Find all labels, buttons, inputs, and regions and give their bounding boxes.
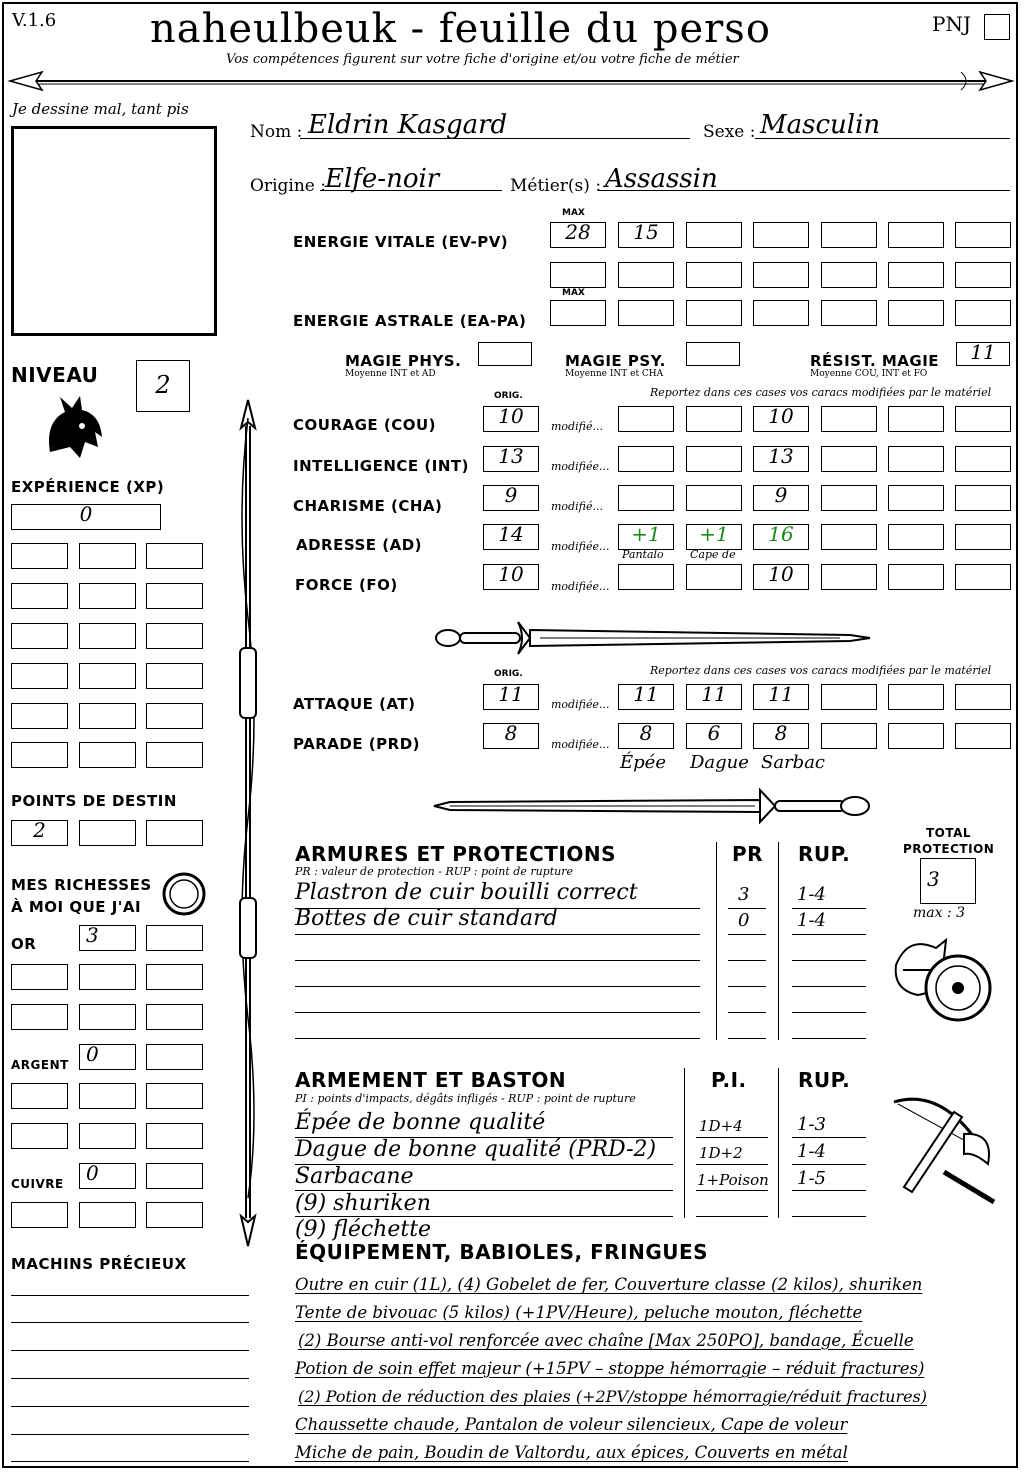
carac-mod-box[interactable]: [955, 485, 1011, 511]
combat-mod-box[interactable]: 8: [753, 723, 809, 749]
or-box[interactable]: [146, 964, 203, 990]
carac-mod-box[interactable]: 10: [753, 564, 809, 590]
equipement-line[interactable]: Outre en cuir (1L), (4) Gobelet de fer, Couverture classe (2 kilos), shuriken: [295, 1275, 923, 1294]
ev-box[interactable]: [686, 222, 742, 248]
carac-orig-box[interactable]: 10: [483, 564, 539, 590]
carac-mod-box[interactable]: [618, 485, 674, 511]
arme-pi[interactable]: 1D+4: [699, 1117, 743, 1135]
resist-magie-box[interactable]: 11: [956, 342, 1010, 366]
carac-orig-box[interactable]: 14: [483, 524, 539, 550]
rup-header: RUP.: [798, 842, 851, 866]
carac-mod-box[interactable]: [955, 406, 1011, 432]
rup-header: RUP.: [798, 1068, 851, 1092]
nom-value[interactable]: Eldrin Kasgard: [308, 110, 508, 140]
modifie-label: modifié...: [551, 420, 603, 433]
carac-mod-box[interactable]: [686, 564, 742, 590]
xp-grid-box[interactable]: [146, 703, 203, 729]
helmet-shield-icon: [888, 930, 998, 1030]
arme-name[interactable]: (9) fléchette: [295, 1217, 432, 1242]
carac-orig-box[interactable]: 13: [483, 446, 539, 472]
carac-mod-box[interactable]: [955, 524, 1011, 550]
carac-label: CHARISME (CHA): [293, 497, 443, 515]
subtitle: Vos compétences figurent sur votre fiche d'origine et/ou votre fiche de métier: [226, 52, 739, 67]
or-box[interactable]: [146, 925, 203, 951]
xp-grid-box[interactable]: [79, 663, 136, 689]
ev-box[interactable]: [753, 262, 809, 288]
combat-mod-box[interactable]: [821, 684, 877, 710]
magie-psy-box[interactable]: [686, 342, 740, 366]
carac-mod-box[interactable]: [821, 446, 877, 472]
arme-rup[interactable]: 1-3: [797, 1114, 826, 1135]
or-box[interactable]: [11, 964, 68, 990]
destin-box[interactable]: [79, 820, 136, 846]
richesses-label: MES RICHESSES: [11, 876, 152, 894]
cuivre-box[interactable]: [79, 1202, 136, 1228]
carac-mod-box[interactable]: [888, 524, 944, 550]
carac-label: INTELLIGENCE (INT): [293, 457, 469, 475]
sword-icon: [430, 618, 875, 658]
carac-mod-box[interactable]: +1: [618, 524, 674, 550]
ev-label: ENERGIE VITALE (EV-PV): [293, 233, 509, 251]
carac-mod-box[interactable]: [686, 406, 742, 432]
armure-rup[interactable]: 1-4: [797, 884, 826, 905]
argent-box[interactable]: [79, 1083, 136, 1109]
combat-orig-box[interactable]: 11: [483, 684, 539, 710]
or-box[interactable]: [79, 964, 136, 990]
carac-mod-box[interactable]: [955, 446, 1011, 472]
xp-label: EXPÉRIENCE (XP): [11, 478, 165, 496]
or-box[interactable]: 3: [79, 925, 136, 951]
armures-sub: PR : valeur de protection - RUP : point de rupture: [295, 865, 573, 878]
combat-label: ATTAQUE (AT): [293, 695, 416, 713]
ev-box[interactable]: [955, 222, 1011, 248]
ea-box[interactable]: [618, 300, 674, 326]
machins-line[interactable]: [11, 1295, 249, 1296]
richesses-label-2: À MOI QUE J'AI: [11, 898, 142, 916]
ev-box[interactable]: [686, 262, 742, 288]
argent-box[interactable]: [146, 1123, 203, 1149]
combat-orig-box[interactable]: 8: [483, 723, 539, 749]
combat-mod-box[interactable]: [955, 723, 1011, 749]
modifie-label: modifiée...: [551, 540, 610, 553]
carac-mod-box[interactable]: +1: [686, 524, 742, 550]
modifie-label: modifiée...: [551, 460, 610, 473]
carac-mod-box[interactable]: [618, 446, 674, 472]
origine-value[interactable]: Elfe-noir: [325, 164, 440, 194]
equipement-title: ÉQUIPEMENT, BABIOLES, FRINGUES: [295, 1240, 709, 1264]
argent-box[interactable]: 0: [79, 1044, 136, 1070]
combat-mod-box[interactable]: 6: [686, 723, 742, 749]
or-box[interactable]: [79, 1004, 136, 1030]
pi-header: P.I.: [711, 1068, 747, 1092]
carac-mod-box[interactable]: 13: [753, 446, 809, 472]
arme-pi[interactable]: 1D+2: [699, 1144, 743, 1162]
armure-pr[interactable]: 3: [738, 884, 750, 905]
equipement-line[interactable]: (2) Bourse anti-vol renforcée avec chaîne [Max 250PO], bandage, Écuelle: [298, 1331, 914, 1350]
arme-pi[interactable]: 1+Poison: [697, 1171, 769, 1189]
metier-value[interactable]: Assassin: [605, 164, 718, 194]
equipement-line[interactable]: Miche de pain, Boudin de Valtordu, aux épices, Couverts en métal: [295, 1443, 848, 1462]
xp-box[interactable]: 0: [11, 504, 161, 530]
carac-mod-box[interactable]: [821, 564, 877, 590]
combat-mod-box[interactable]: 11: [686, 684, 742, 710]
orig-label: ORIG.: [494, 391, 523, 401]
machins-label: MACHINS PRÉCIEUX: [11, 1255, 187, 1273]
arme-rup[interactable]: 1-5: [797, 1168, 826, 1189]
niveau-box[interactable]: 2: [136, 360, 190, 412]
total-label: TOTAL: [926, 826, 972, 840]
armure-pr[interactable]: 0: [738, 910, 750, 931]
combat-mod-box[interactable]: [821, 723, 877, 749]
magie-psy-sub: Moyenne INT et CHA: [565, 369, 664, 379]
ev-box[interactable]: [550, 262, 606, 288]
modifie-label: modifiée...: [551, 698, 610, 711]
combat-label: PARADE (PRD): [293, 735, 421, 753]
max-protection: max : 3: [913, 905, 966, 921]
carac-mod-box[interactable]: [888, 406, 944, 432]
magie-phys-sub: Moyenne INT et AD: [345, 369, 436, 379]
ev-max-box[interactable]: 28: [550, 222, 606, 248]
carac-sub-label: Pantalo: [622, 548, 664, 561]
destin-box[interactable]: [146, 820, 203, 846]
equipement-line[interactable]: (2) Potion de réduction des plaies (+2PV/stoppe hémorragie/réduit fractures): [298, 1387, 928, 1406]
xp-grid-box[interactable]: [11, 543, 68, 569]
weapon-column-label: Sarbac: [761, 752, 826, 773]
pnj-label: PNJ: [932, 12, 971, 36]
orig-label: ORIG.: [494, 669, 523, 679]
carac-orig-box[interactable]: 10: [483, 406, 539, 432]
ea-box[interactable]: [686, 300, 742, 326]
argent-label: ARGENT: [11, 1058, 69, 1072]
cuivre-box[interactable]: 0: [79, 1163, 136, 1189]
carac-mod-box[interactable]: [686, 446, 742, 472]
equipement-line[interactable]: Tente de bivouac (5 kilos) (+1PV/Heure), peluche mouton, fléchette: [295, 1303, 863, 1322]
machins-line[interactable]: [11, 1434, 249, 1435]
armure-name[interactable]: Plastron de cuir bouilli correct: [295, 880, 638, 905]
version-label: V.1.6: [12, 10, 57, 31]
carac-mod-box[interactable]: [618, 564, 674, 590]
carac-orig-box[interactable]: 9: [483, 485, 539, 511]
ea-box[interactable]: [821, 300, 877, 326]
xp-grid-box[interactable]: [146, 663, 203, 689]
total-protection-box[interactable]: 3: [920, 858, 976, 904]
ea-box[interactable]: [888, 300, 944, 326]
xp-grid-box[interactable]: [11, 663, 68, 689]
magie-phys-box[interactable]: [478, 342, 532, 366]
staff-icon: [228, 398, 268, 1248]
ea-box[interactable]: [550, 300, 606, 326]
arme-rup[interactable]: 1-4: [797, 1141, 826, 1162]
xp-grid-box[interactable]: [146, 543, 203, 569]
ev-box[interactable]: [821, 222, 877, 248]
ea-max-label: MAX: [562, 288, 585, 298]
modifie-label: modifié...: [551, 500, 603, 513]
destin-box[interactable]: 2: [11, 820, 68, 846]
carac-mod-box[interactable]: 9: [753, 485, 809, 511]
crossed-weapons-icon: [884, 1092, 1004, 1212]
argent-box[interactable]: [146, 1044, 203, 1070]
modifie-label: modifiée...: [551, 580, 610, 593]
nom-label: Nom :: [250, 122, 303, 142]
equipement-line[interactable]: Potion de soin effet majeur (+15PV – stoppe hémorragie – réduit fractures): [295, 1359, 925, 1378]
machins-line[interactable]: [11, 1322, 249, 1323]
ev-box[interactable]: [888, 222, 944, 248]
ev-box[interactable]: [821, 262, 877, 288]
destin-label: POINTS DE DESTIN: [11, 792, 177, 810]
ev-current-box[interactable]: 15: [618, 222, 674, 248]
pnj-checkbox[interactable]: [984, 14, 1010, 40]
xp-grid-box[interactable]: [11, 623, 68, 649]
carac-mod-box[interactable]: [888, 564, 944, 590]
xp-grid-box[interactable]: [11, 583, 68, 609]
cuivre-box[interactable]: [11, 1202, 68, 1228]
argent-box[interactable]: [11, 1083, 68, 1109]
cuivre-label: CUIVRE: [11, 1177, 64, 1191]
arme-name[interactable]: Épée de bonne qualité: [295, 1110, 546, 1135]
ea-label: ENERGIE ASTRALE (EA-PA): [293, 312, 527, 330]
xp-grid-box[interactable]: [79, 742, 136, 768]
ev-box[interactable]: [618, 262, 674, 288]
dragon-icon: [40, 392, 108, 464]
armement-title: ARMEMENT ET BASTON: [295, 1068, 567, 1092]
protection-label: PROTECTION: [903, 842, 995, 856]
machins-line[interactable]: [11, 1378, 249, 1379]
argent-box[interactable]: [11, 1123, 68, 1149]
carac-mod-box[interactable]: [888, 485, 944, 511]
cuivre-box[interactable]: [146, 1202, 203, 1228]
argent-box[interactable]: [79, 1123, 136, 1149]
carac-note: Reportez dans ces cases vos caracs modifiées par le matériel: [650, 386, 992, 399]
xp-grid-box[interactable]: [79, 543, 136, 569]
carac-mod-box[interactable]: [955, 564, 1011, 590]
coin-icon: [160, 870, 208, 918]
armement-sub: PI : points d'impacts, dégâts infligés - RUP : point de rupture: [295, 1092, 636, 1105]
machins-line[interactable]: [11, 1350, 249, 1351]
carac-mod-box[interactable]: 10: [753, 406, 809, 432]
ev-box[interactable]: [955, 262, 1011, 288]
xp-grid-box[interactable]: [146, 623, 203, 649]
cuivre-box[interactable]: [146, 1163, 203, 1189]
carac-sub-label: Cape de: [690, 548, 736, 561]
xp-grid-box[interactable]: [79, 703, 136, 729]
magie-psy-label: MAGIE PSY.: [565, 352, 666, 370]
arme-name[interactable]: Sarbacane: [295, 1164, 414, 1189]
ev-max-label: MAX: [562, 208, 585, 218]
argent-box[interactable]: [146, 1083, 203, 1109]
ea-box[interactable]: [955, 300, 1011, 326]
resist-magie-sub: Moyenne COU, INT et FO: [810, 369, 928, 379]
combat-mod-box[interactable]: [888, 723, 944, 749]
combat-mod-box[interactable]: [955, 684, 1011, 710]
carac-mod-box[interactable]: [821, 524, 877, 550]
portrait-caption: Je dessine mal, tant pis: [12, 100, 189, 118]
weapon-column-label: Épée: [620, 752, 666, 773]
arme-name[interactable]: Dague de bonne qualité (PRD-2): [295, 1137, 657, 1162]
carac-mod-box[interactable]: [686, 485, 742, 511]
carac-label: COURAGE (COU): [293, 416, 437, 434]
weapon-column-label: Dague: [690, 752, 749, 773]
armure-rup[interactable]: 1-4: [797, 910, 826, 931]
origine-label: Origine :: [250, 176, 326, 196]
sexe-label: Sexe :: [703, 122, 756, 142]
portrait-box[interactable]: [11, 126, 217, 336]
carac-label: FORCE (FO): [295, 576, 398, 594]
ea-box[interactable]: [753, 300, 809, 326]
ev-box[interactable]: [888, 262, 944, 288]
metier-label: Métier(s) :: [510, 176, 602, 196]
xp-grid-box[interactable]: [79, 583, 136, 609]
ev-box[interactable]: [753, 222, 809, 248]
arme-name[interactable]: (9) shuriken: [295, 1191, 431, 1216]
combat-mod-box[interactable]: 11: [753, 684, 809, 710]
machins-line[interactable]: [11, 1461, 249, 1462]
pr-header: PR: [732, 842, 764, 866]
resist-magie-label: RÉSIST. MAGIE: [810, 352, 940, 370]
carac-mod-box[interactable]: [618, 406, 674, 432]
sword-icon: [430, 786, 875, 826]
carac-mod-box[interactable]: [821, 485, 877, 511]
or-label: OR: [11, 935, 37, 953]
xp-grid-box[interactable]: [11, 742, 68, 768]
carac-mod-box[interactable]: 16: [753, 524, 809, 550]
modifie-label: modifiée...: [551, 738, 610, 751]
equipement-line[interactable]: Chaussette chaude, Pantalon de voleur silencieux, Cape de voleur: [295, 1415, 848, 1434]
combat-note: Reportez dans ces cases vos caracs modifiées par le matériel: [650, 664, 992, 677]
carac-label: ADRESSE (AD): [296, 536, 423, 554]
xp-grid-box[interactable]: [146, 742, 203, 768]
sexe-value[interactable]: Masculin: [760, 110, 881, 140]
machins-line[interactable]: [11, 1406, 249, 1407]
niveau-label: NIVEAU: [11, 363, 99, 387]
xp-grid-box[interactable]: [79, 623, 136, 649]
combat-mod-box[interactable]: [888, 684, 944, 710]
or-box[interactable]: [11, 1004, 68, 1030]
xp-grid-box[interactable]: [146, 583, 203, 609]
or-box[interactable]: [146, 1004, 203, 1030]
armure-name[interactable]: Bottes de cuir standard: [295, 906, 558, 931]
xp-grid-box[interactable]: [11, 703, 68, 729]
carac-mod-box[interactable]: [888, 446, 944, 472]
combat-mod-box[interactable]: 11: [618, 684, 674, 710]
combat-mod-box[interactable]: 8: [618, 723, 674, 749]
spear-divider-icon: [6, 66, 1016, 96]
sheet-title: naheulbeuk - feuille du perso: [150, 6, 771, 52]
armures-title: ARMURES ET PROTECTIONS: [295, 842, 616, 866]
carac-mod-box[interactable]: [821, 406, 877, 432]
magie-phys-label: MAGIE PHYS.: [345, 352, 462, 370]
